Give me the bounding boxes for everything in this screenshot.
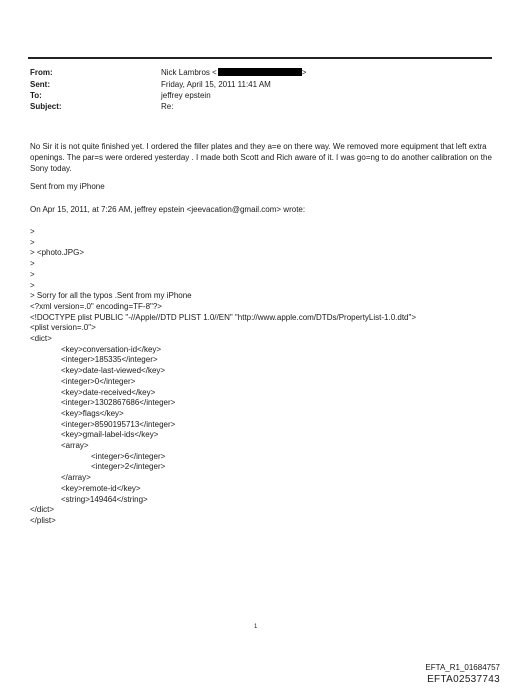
sent-value: Friday, April 15, 2011 11:41 AM (161, 80, 271, 89)
bates-number-1: EFTA_R1_01684757 (425, 663, 500, 672)
plist-line: <integer>1302867686</integer> (61, 398, 176, 408)
redaction-bar (218, 68, 302, 76)
quoted-line: <plist version=.0"> (30, 323, 96, 333)
plist-line: <integer>8590195713</integer> (61, 419, 176, 429)
plist-line: </array> (61, 473, 91, 483)
quoted-line: <dict> (30, 334, 52, 343)
plist-line: <integer>2</integer> (91, 462, 166, 472)
plist-line: <key>date-last-viewed</key> (61, 366, 166, 376)
quoted-line: > (30, 237, 35, 247)
plist-line: <integer>6</integer> (91, 451, 166, 461)
quote-header: On Apr 15, 2011, at 7:26 AM, jeffrey epstein <jeevacation@gmail.com> wrote: (30, 205, 306, 214)
plist-line: <integer>185335</integer> (61, 355, 158, 365)
signature: Sent from my iPhone (30, 182, 105, 191)
from-tail: > (301, 68, 307, 77)
quoted-line: <?xml version=.0" encoding=TF-8"?> (30, 301, 162, 311)
from-name: Nick Lambros < (161, 68, 217, 77)
plist-line: </plist> (30, 515, 56, 525)
to-label: To: (30, 91, 42, 100)
header-top-rule (28, 57, 492, 59)
from-label: From: (30, 68, 53, 77)
plist-line: <array> (61, 441, 89, 450)
subject-label: Subject: (30, 102, 62, 111)
quoted-line: <!DOCTYPE plist PUBLIC "-//Apple//DTD PLIST 1.0//EN" "http://www.apple.com/DTDs/PropertyList-1.0.dtd"> (30, 312, 417, 322)
from-value (161, 67, 306, 78)
plist-line: <string>149464</string> (61, 494, 148, 504)
subject-value: Re: (161, 102, 174, 111)
plist-line: <key>conversation-id</key> (61, 344, 162, 354)
plist-line: <key>remote-id</key> (61, 483, 141, 493)
message-body: No Sir it is not quite finished yet. I ordered the filler plates and they a=e on there way. We removed more equipment that left extra openings. The par=s were ordered yesterday . I made both Scott and Rich aware of it. I was go=ng to do another calibration on the Sony today. (30, 142, 492, 173)
plist-line: <key>date-received</key> (61, 387, 156, 397)
to-value: jeffrey epstein (161, 91, 211, 100)
plist-line: <key>flags</key> (61, 408, 124, 418)
quoted-line: > (30, 259, 35, 269)
quoted-line: > (30, 269, 35, 279)
quoted-line: > Sorry for all the typos .Sent from my iPhone (30, 291, 192, 301)
page-number: 1 (254, 624, 258, 630)
plist-line: <integer>0</integer> (61, 376, 136, 386)
quoted-line: > (30, 280, 35, 290)
bates-number-2: EFTA02537743 (427, 674, 500, 685)
plist-line: <key>gmail-label-ids</key> (61, 430, 159, 440)
quoted-line: > <photo.JPG> (30, 248, 85, 258)
quoted-line: > (30, 227, 35, 236)
plist-line: </dict> (30, 505, 55, 515)
sent-label: Sent: (30, 80, 50, 89)
